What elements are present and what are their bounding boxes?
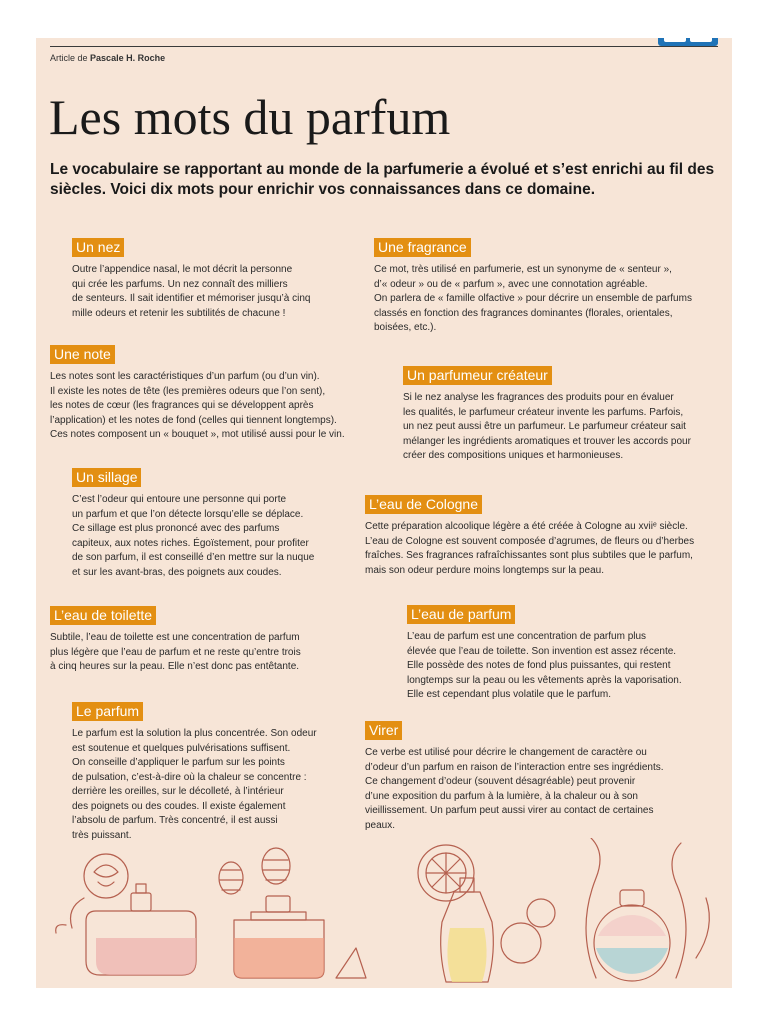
intro-paragraph: Le vocabulaire se rapportant au monde de la parfumerie a évolué et s’est enrichi au fil des siècles. Voici dix mots pour enrichir vos connaissances dans ce domaine.	[50, 161, 715, 198]
entry-text: Les notes sont les caractéristiques d’un parfum (ou d’un vin). Il existe les notes de tête (les premières odeurs que l’on sent), les notes de cœur (les fragrances qui se développent après l’application) et les notes de fond (celles qui tiennent longtemps). Ces notes composent un « bouquet », mot utilisé aussi pour le vin.	[50, 371, 345, 440]
entry-label: Le parfum	[72, 702, 143, 721]
entry-label: Une fragrance	[374, 238, 471, 257]
entry-text: Si le nez analyse les fragrances des produits pour en évaluer les qualités, le parfumeur créateur invente les parfums. Parfois, un nez peut aussi être un parfumeur. Le parfumeur créateur sait mélanger les ingrédients aromatiques et trouver les accords pour créer des compositions uniques et harmonieuses.	[403, 392, 691, 461]
perfume-illustration	[36, 838, 732, 988]
corner-badge	[658, 38, 718, 46]
rose-icon	[71, 854, 129, 928]
entry-parfumeur-createur	[403, 366, 723, 464]
entry-label: Virer	[365, 721, 402, 740]
entry-virer	[365, 721, 705, 833]
entry-label: Un nez	[72, 238, 124, 257]
entry-text: Cette préparation alcoolique légère a été créée à Cologne au xviiᵉ siècle. L’eau de Cologne est souvent composée d’agrumes, de fleurs ou d’herbes fraîches. Ses fragrances rafraîchissantes sont plus subtiles que le parfum, mais son odeur perdure moins longtemps sur la peau.	[365, 521, 695, 576]
entry-une-note	[50, 345, 380, 443]
entry-label: Un parfumeur créateur	[403, 366, 552, 385]
byline	[50, 53, 165, 63]
entry-le-parfum	[72, 702, 362, 843]
entry-text: C’est l’odeur qui entoure une personne qui porte un parfum et que l’on détecte lorsqu’elle se déplace. Ce sillage est plus prononcé avec des parfums capiteux, aux notes riches. Égoïstement, pour profiter de son parfum, il est conseillé d’en mettre sur la nuque et sur les avant-bras, des poignets aux coudes.	[72, 494, 315, 578]
entry-label: Une note	[50, 345, 115, 364]
entry-un-sillage	[72, 468, 372, 580]
entry-eau-de-cologne	[365, 495, 725, 578]
entry-text: Subtile, l’eau de toilette est une concentration de parfum plus légère que l’eau de parfum et ne reste qu’entre trois à cinq heures sur la peau. Elle n’est donc pas entêtante.	[50, 632, 301, 672]
entry-text: Outre l’appendice nasal, le mot décrit la personne qui crée les parfums. Un nez connaît des milliers de senteurs. Il sait identifier et mémoriser jusqu’à cinq mille odeurs et retenir les subtilités de chacune !	[72, 264, 311, 319]
citrus-icon	[418, 845, 555, 963]
entry-une-fragrance	[374, 238, 719, 336]
entry-label: L’eau de parfum	[407, 605, 515, 624]
byline-prefix: Article de	[50, 53, 88, 63]
page-title: Les mots du parfum	[49, 89, 451, 145]
entry-un-nez	[72, 238, 362, 321]
entry-text: Ce mot, très utilisé en parfumerie, est un synonyme de « senteur », d’« odeur » ou de « parfum », avec une connotation agréable. On parlera de « famille olfactive » pour décrire un ensemble de parfums classés en fonction des fragrances dominantes (florales, orientales, boisées, etc.).	[374, 264, 692, 333]
pinecone-icon	[219, 848, 290, 894]
byline-author: Pascale H. Roche	[90, 53, 166, 63]
article-page	[36, 38, 732, 988]
entry-text: Le parfum est la solution la plus concentrée. Son odeur est soutenue et quelques pulvérisations suffisent. On conseille d’appliquer le parfum sur les points de pulsation, c’est-à-dire où la chaleur se concentre : derrière les oreilles, sur le décolleté, à l’intérieur des poignets ou des coudes. Il existe également l’absolu de parfum. Très concentré, il est aussi très puissant.	[72, 728, 317, 841]
entry-eau-de-parfum	[407, 605, 727, 703]
entry-eau-de-toilette	[50, 606, 350, 675]
entry-text: Ce verbe est utilisé pour décrire le changement de caractère ou d’odeur d’un parfum en raison de l’interaction entre ses ingrédients. Ce changement d’odeur (souvent désagréable) peut provenir d’une exposition du parfum à la lumière, à la chaleur ou à son vieillissement. Un parfum peut aussi virer au contact de certaines peaux.	[365, 747, 664, 831]
entry-label: L’eau de toilette	[50, 606, 156, 625]
top-rule	[50, 46, 718, 47]
entry-text: L’eau de parfum est une concentration de parfum plus élevée que l’eau de toilette. Son invention est assez récente. Elle possède des notes de fond plus puissantes, qui restent longtemps sur la peau ou les vêtements après la vaporisation. Elle est cependant plus volatile que le parfum.	[407, 631, 682, 700]
entry-label: Un sillage	[72, 468, 141, 487]
entry-label: L’eau de Cologne	[365, 495, 482, 514]
